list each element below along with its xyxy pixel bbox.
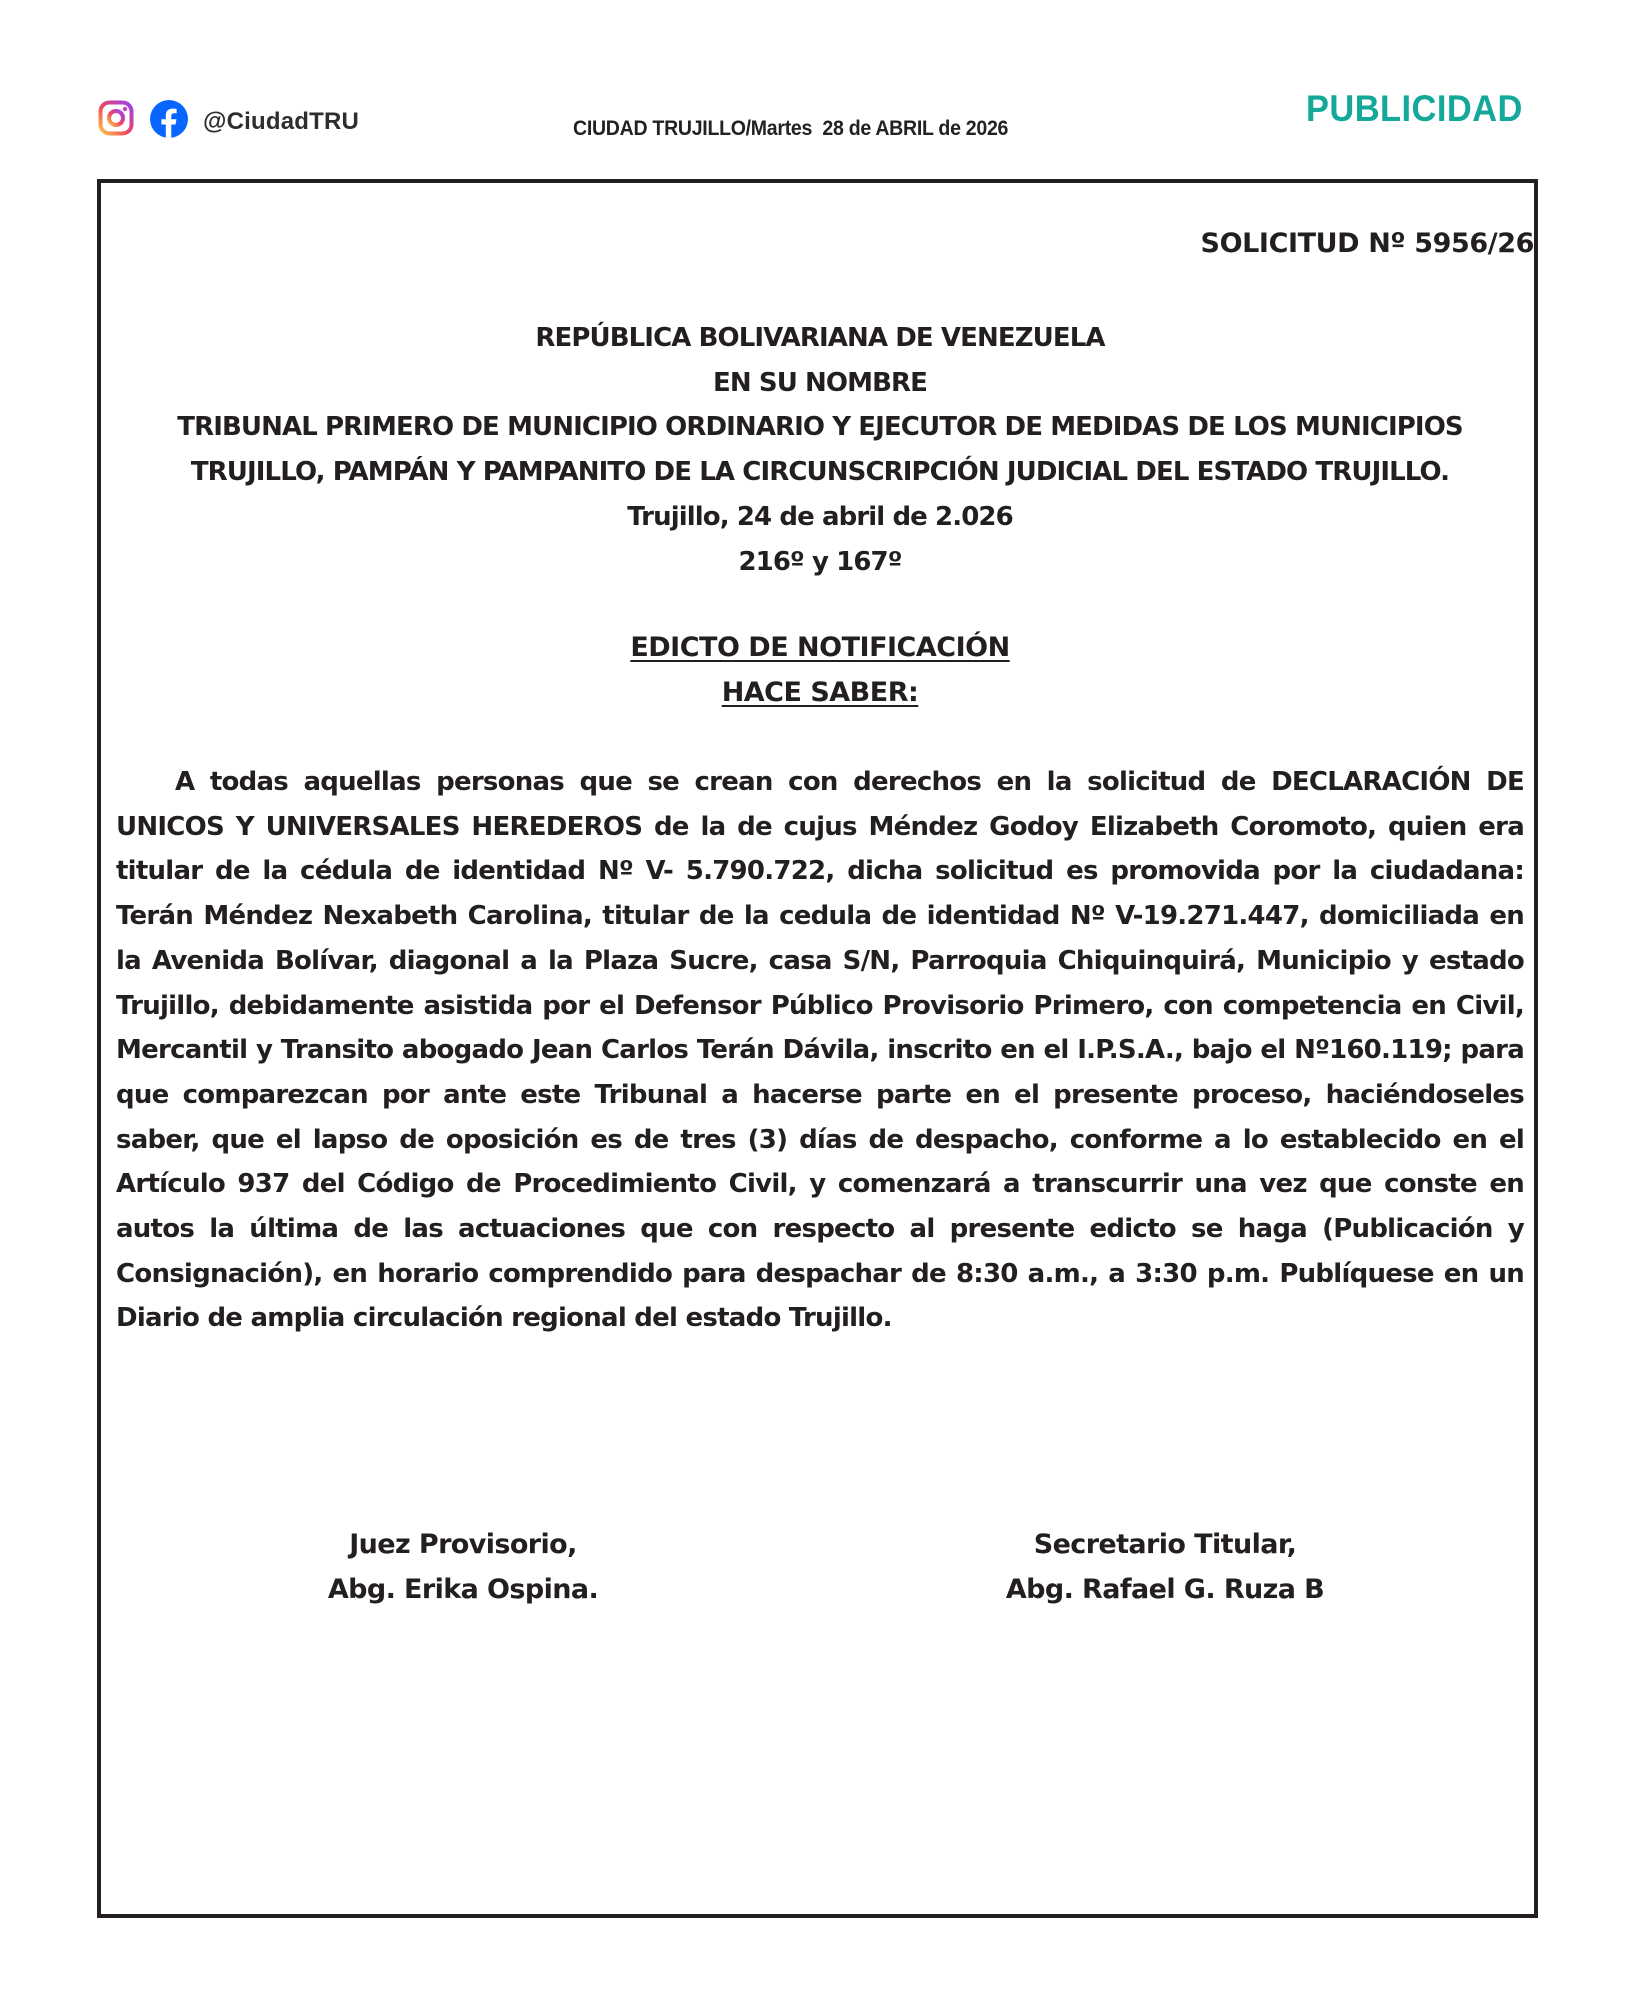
dateline: CIUDAD TRUJILLO/Martes 28 de ABRIL de 2026	[573, 117, 1009, 140]
header-line-court-1: TRIBUNAL PRIMERO DE MUNICIPIO ORDINARIO Y EJECUTOR DE MEDIDAS DE LOS MUNICIPIOS	[177, 412, 1463, 443]
section-label: PUBLICIDAD	[1306, 88, 1523, 129]
header-line-date: Trujillo, 24 de abril de 2.026	[627, 501, 1013, 532]
signature-name: Abg. Rafael G. Ruza B	[1005, 1574, 1325, 1605]
social-handle[interactable]: @CiudadTRU	[203, 108, 360, 135]
signature-name: Abg. Erika Ospina.	[327, 1574, 599, 1605]
notice-title: EDICTO DE NOTIFICACIÓN	[630, 632, 1010, 663]
request-number: SOLICITUD Nº 5956/26	[1200, 228, 1534, 259]
header-line-years: 216º y 167º	[738, 546, 902, 577]
facebook-icon[interactable]	[150, 100, 188, 138]
header-line-authority: EN SU NOMBRE	[713, 367, 927, 398]
signature-role: Secretario Titular,	[1033, 1529, 1297, 1560]
signature-judge	[213, 1522, 713, 1612]
notice-subtitle: HACE SABER:	[721, 676, 919, 708]
notice-body: A todas aquellas personas que se crean con derechos en la solicitud de DECLARACIÓN DE UNICOS Y UNIVERSALES HEREDEROS de la de cujus Méndez Godoy Elizabeth Coromoto, quien era titular de la cédula de identidad Nº V- 5.790.722, dicha solicitud es promovida por la ciudadana: Terán Méndez Nexabeth Carolina, titular de la cedula de identidad Nº V-19.271.447, domiciliada en la Avenida Bolívar, diagonal a la Plaza Sucre, casa S/N, Parroquia Chiquinquirá, Municipio y estado Trujillo, debidamente asistida por el Defensor Público Provisorio Primero, con competencia en Civil, Mercantil y Transito abogado Jean Carlos Terán Dávila, inscrito en el I.P.S.A., bajo el Nº160.119; para que comparezcan por ante este Tribunal a hacerse parte en el presente proceso, haciéndoseles saber, que el lapso de oposición es de tres (3) días de despacho, conforme a lo establecido en el Artículo 937 del Código de Procedimiento Civil, y comenzará a transcurrir una vez que conste en autos la última de las actuaciones que con respecto al presente edicto se haga (Publicación y Consignación), en horario comprendido para despachar de 8:30 a.m., a 3:30 p.m. Publíquese en un Diario de amplia circulación regional del estado Trujillo.	[116, 767, 1524, 1334]
court-header	[120, 316, 1520, 584]
signature-role: Juez Provisorio,	[349, 1529, 577, 1560]
signature-secretary	[915, 1522, 1415, 1612]
instagram-icon[interactable]	[98, 100, 134, 136]
header-line-country: REPÚBLICA BOLIVARIANA DE VENEZUELA	[535, 323, 1105, 353]
masthead	[0, 0, 1634, 170]
header-line-court-2: TRUJILLO, PAMPÁN Y PAMPANITO DE LA CIRCUNSCRIPCIÓN JUDICIAL DEL ESTADO TRUJILLO.	[190, 457, 1450, 488]
notice-title-block	[120, 626, 1520, 715]
